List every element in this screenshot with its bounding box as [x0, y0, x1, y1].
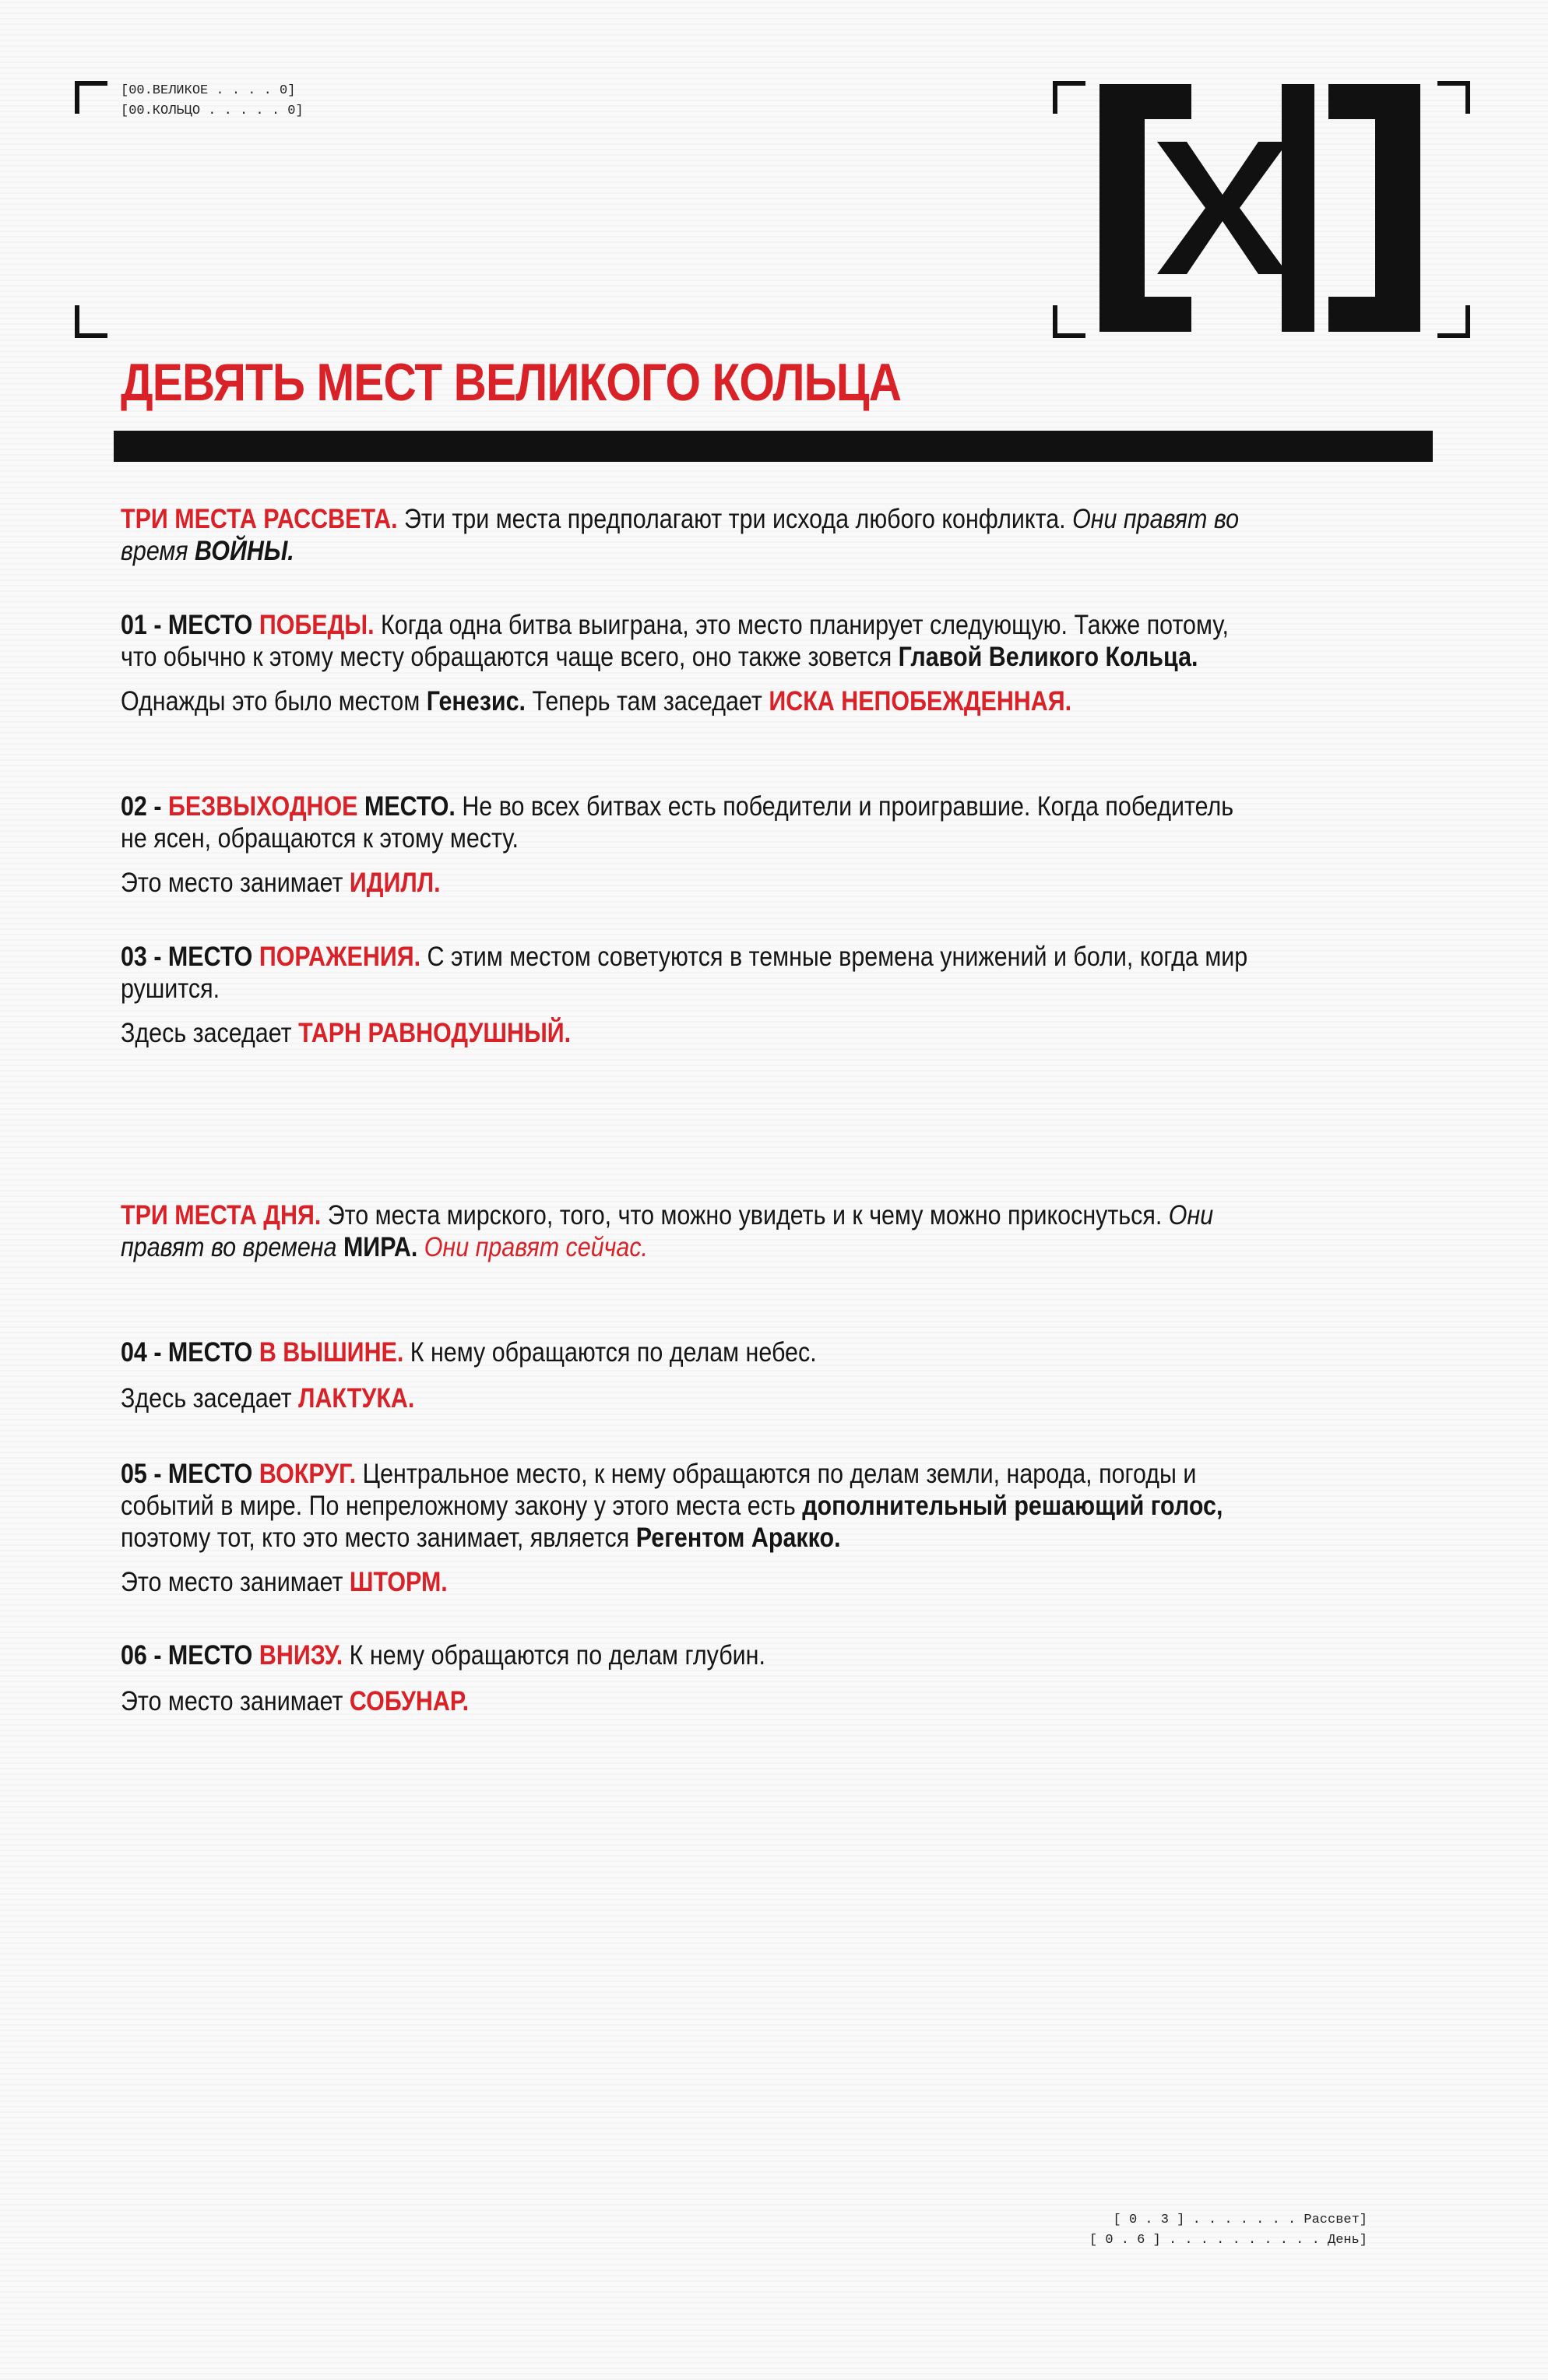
- page-title: ДЕВЯТЬ МЕСТ ВЕЛИКОГО КОЛЬЦА: [121, 353, 902, 412]
- seat-04: [121, 1336, 1421, 1414]
- seat-occupant-prefix: Здесь заседает: [121, 1018, 299, 1048]
- day-label: ТРИ МЕСТА ДНЯ.: [121, 1200, 322, 1230]
- seat-occupant-prefix: Это место занимает: [121, 1686, 350, 1716]
- seat-occupant: ИДИЛЛ.: [349, 868, 441, 898]
- seat-text: Центральное место, к нему обращаются по делам земли, народа, погоды и событий в мире. По непреложному закону у этого места есть: [121, 1459, 1197, 1521]
- header-meta-line: [00.КОЛЬЦО . . . . . 0]: [121, 104, 304, 118]
- seat-06: [121, 1639, 1421, 1717]
- seat-bold: дополнительный решающий голос,: [802, 1491, 1223, 1521]
- seat-name: БЕЗВЫХОДНОЕ: [167, 791, 358, 822]
- seat-occupant-prefix: Это место занимает: [121, 868, 350, 898]
- seat-occupant-prefix: Здесь заседает: [121, 1383, 299, 1414]
- footer-meta-line: [ 0 . 6 ] . . . . . . . . . . День]: [1089, 2233, 1367, 2248]
- seat-occupant-prefix: Однажды это было местом: [121, 686, 427, 716]
- title-divider-bar: [114, 431, 1433, 462]
- logo-corner-top-right: [1437, 81, 1470, 114]
- seat-number: 02 -: [121, 791, 168, 822]
- seat-occupant: СОБУНАР.: [349, 1686, 470, 1716]
- logo-corner-top-left: [1053, 81, 1085, 114]
- seat-number: 06 - МЕСТО: [121, 1640, 259, 1671]
- seat-text: К нему обращаются по делам небес.: [403, 1337, 817, 1368]
- seat-number-suffix: МЕСТО.: [357, 791, 456, 822]
- frame-corner-top-left: [75, 81, 107, 114]
- seat-name: ВОКРУГ.: [259, 1459, 357, 1489]
- seat-text: С этим местом советуются в темные времена унижений и боли, когда мир рушится.: [121, 942, 1248, 1004]
- footer-meta-line: [ 0 . 3 ] . . . . . . . Рассвет]: [1113, 2213, 1367, 2227]
- x-bracket-logo-icon: [1099, 84, 1420, 332]
- dawn-italic: Они правят во время: [121, 504, 1240, 566]
- seat-occupant: ШТОРМ.: [349, 1567, 448, 1597]
- day-intro: [121, 1199, 1421, 1263]
- seat-text: Когда одна битва выиграна, это место планирует следующую. Также потому, что обычно к этому месту обращаются чаще всего, оно также зовется: [121, 610, 1229, 672]
- day-text: Это места мирского, того, что можно увидеть и к чему можно прикоснуться.: [321, 1200, 1169, 1230]
- seat-name: ВНИЗУ.: [259, 1640, 343, 1671]
- seat-number: 03 - МЕСТО: [121, 942, 259, 972]
- seat-former: Генезис.: [426, 686, 526, 716]
- header-meta: [121, 81, 304, 121]
- seat-03: [121, 941, 1421, 1049]
- frame-corner-bottom-left: [75, 305, 107, 338]
- dawn-text: Эти три места предполагают три исхода любого конфликта.: [397, 504, 1073, 534]
- seat-01: [121, 609, 1421, 717]
- dawn-italic-bold: ВОЙНЫ.: [195, 536, 294, 566]
- seat-name: ПОРАЖЕНИЯ.: [259, 942, 421, 972]
- seat-text: К нему обращаются по делам глубин.: [343, 1640, 765, 1671]
- seat-occupant-prefix: Это место занимает: [121, 1567, 350, 1597]
- seat-number: 01 - МЕСТО: [121, 610, 259, 640]
- seat-bold: Главой Великого Кольца.: [898, 642, 1198, 672]
- seat-occupant: ТАРН РАВНОДУШНЫЙ.: [298, 1018, 572, 1048]
- footer-meta: [1089, 2210, 1367, 2251]
- seat-name: ПОБЕДЫ.: [259, 610, 375, 640]
- seat-occupant: ИСКА НЕПОБЕЖДЕННАЯ.: [769, 686, 1072, 716]
- seat-occupant-mid: Теперь там заседает: [525, 686, 769, 716]
- header-meta-line: [00.ВЕЛИКОЕ . . . . 0]: [121, 83, 296, 98]
- day-italic: Они правят во времена: [121, 1200, 1214, 1262]
- logo-corner-bottom-left: [1053, 305, 1085, 338]
- dawn-label: ТРИ МЕСТА РАССВЕТА.: [121, 504, 398, 534]
- seat-number: 05 - МЕСТО: [121, 1459, 259, 1489]
- seat-05: [121, 1458, 1421, 1598]
- day-italic-red: Они правят сейчас.: [417, 1232, 649, 1262]
- dawn-intro: [121, 503, 1421, 567]
- seat-occupant: ЛАКТУКА.: [298, 1383, 415, 1414]
- logo-corner-bottom-right: [1437, 305, 1470, 338]
- seat-number: 04 - МЕСТО: [121, 1337, 259, 1368]
- seat-02: [121, 790, 1421, 899]
- day-bold: МИРА.: [343, 1232, 418, 1262]
- seat-text-2: поэтому тот, кто это место занимает, является: [121, 1523, 636, 1553]
- seat-bold-2: Регентом Аракко.: [635, 1523, 841, 1553]
- seat-name: В ВЫШИНЕ.: [259, 1337, 404, 1368]
- seat-text: Не во всех битвах есть победители и проигравшие. Когда победитель не ясен, обращаются к этому месту.: [121, 791, 1234, 854]
